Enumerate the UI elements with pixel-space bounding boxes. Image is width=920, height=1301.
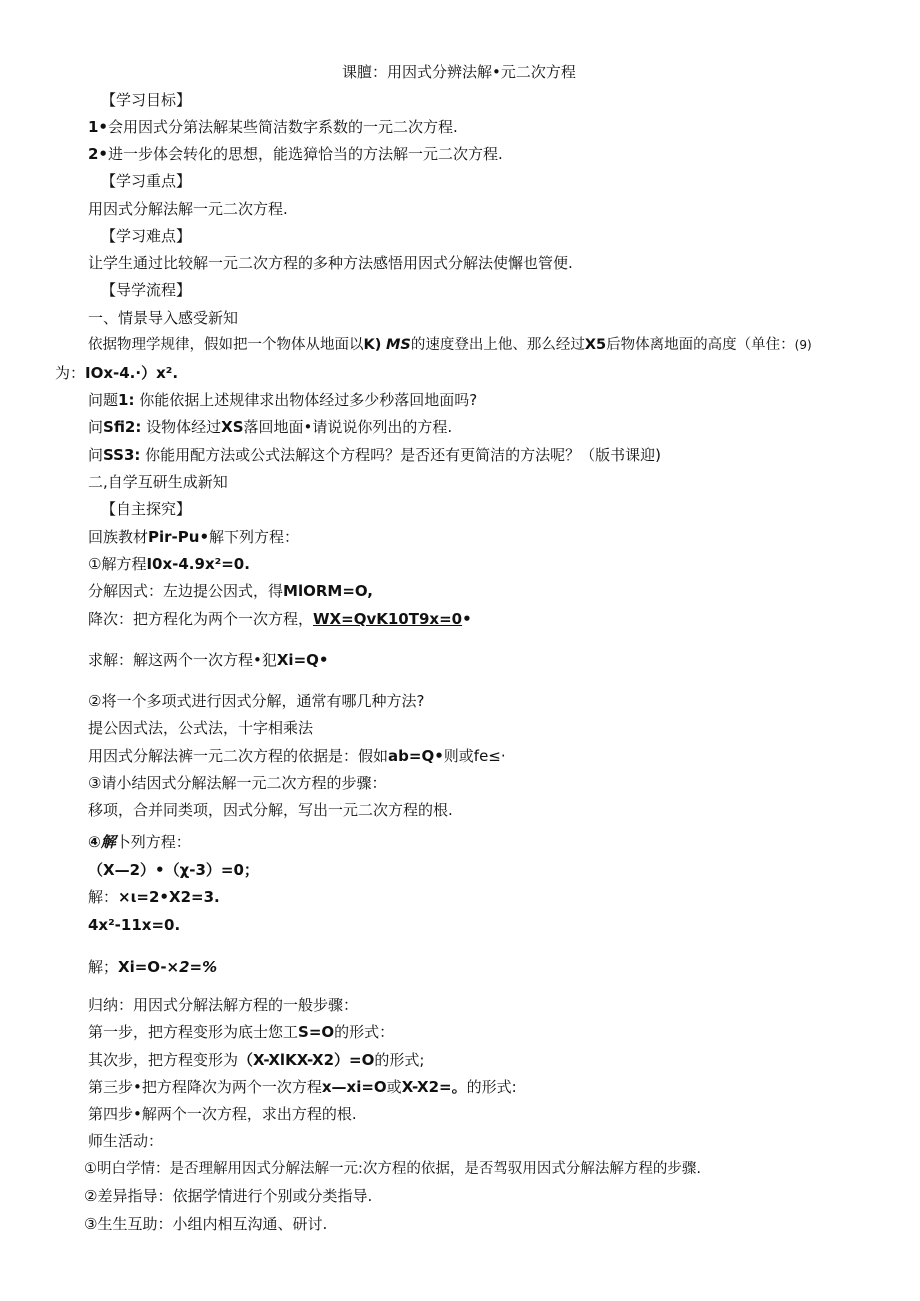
section-heading-self-study: 【自主探究】 — [101, 500, 192, 518]
section-heading-goals: 【学习目标】 — [101, 91, 192, 109]
step-3-answer: 移项，合并同类项，因式分解，写出一元二次方程的根. — [88, 801, 453, 819]
summary-step-2: 其次步，把方程变形为（X-XlKX-X2）=O的形式; — [88, 1051, 425, 1069]
step-2-question: ②将一个多项式进行因式分解，通常有哪几种方法? — [88, 692, 425, 710]
section-heading-difficulty: 【学习难点】 — [101, 227, 192, 245]
activity-1: ①明白学情：是否理解用因式分解法解一元:次方程的依据，是否驾驭用因式分解法解方程的步骤. — [84, 1161, 701, 1177]
equation-2-solution: 解；Xi=O-×2=% — [88, 958, 218, 976]
equation-2: 4x²-11x=0. — [88, 916, 181, 934]
factor-step: 分解因式：左边提公因式，得MlORM=O, — [88, 582, 374, 600]
activity-title: 师生活动： — [88, 1132, 164, 1150]
summary-step-3: 第三步•把方程降次为两个一次方程x—xi=O或X-X2=。的形式: — [88, 1078, 517, 1096]
step-3-question: ③请小结因式分解法解一元二次方程的步骤： — [88, 774, 387, 792]
question-1: 问题1: 你能依据上述规律求出物体经过多少秒落回地面吗? — [88, 391, 478, 409]
basis-text: 用因式分解法裤一元二次方程的依据是：假如ab=Q•则或fe≤· — [88, 747, 506, 765]
summary-step-4: 第四步•解两个一次方程，求出方程的根. — [88, 1105, 357, 1123]
section-heading-flow: 【导学流程】 — [101, 281, 192, 299]
intro-paragraph-line2: 为：IOx-4.·）x². — [55, 364, 179, 382]
step-4-heading: ④解卜列方程： — [88, 833, 191, 851]
page-title: 课膻：用因式分辨法解•元二次方程 — [342, 63, 576, 81]
section-heading-key: 【学习重点】 — [101, 172, 192, 190]
solve-step: 求解：解这两个一次方程•犯Xi=Q• — [88, 651, 329, 669]
difficulty-text: 让学生通过比较解一元二次方程的多种方法感悟用因式分解法使懈也管便. — [88, 254, 573, 272]
read-instruction: 回族教材Pir-Pu•解下列方程： — [88, 528, 300, 546]
part1-title: 一、情景导入感受新知 — [88, 309, 239, 327]
degree-reduction-step: 降次：把方程化为两个一次方程，WX=QvK10T9x=0• — [88, 610, 472, 628]
summary-step-1: 第一步，把方程变形为底士您工S=O的形式： — [88, 1023, 395, 1041]
step-2-answer: 提公因式法，公式法，十字相乘法 — [88, 719, 314, 737]
summary-title: 归纳：用因式分解法解方程的一般步骤： — [88, 996, 359, 1014]
part2-title: 二,自学互研生成新知 — [88, 473, 228, 491]
intro-paragraph-line1: 依据物理学规律，假如把一个物体从地面以K) MS的速度登出上他、那么经过X5后物体离地面的高度（单住：(9) — [88, 337, 812, 353]
key-point-text: 用因式分解法解一元二次方程. — [88, 200, 288, 218]
equation-1: （X—2）•（χ-3）=0； — [88, 861, 259, 879]
equation-1-solution: 解：×ι=2•X2=3. — [88, 888, 220, 906]
step-1-equation: ①解方程I0x-4.9x²=0. — [88, 555, 250, 573]
question-3: 问SS3: 你能用配方法或公式法解这个方程吗？是否还有更简洁的方法呢？（版书课迎) — [88, 446, 662, 464]
activity-2: ②差异指导：依据学情进行个别或分类指导. — [84, 1187, 373, 1205]
question-2: 问Sfi2: 设物体经过XS落回地面•请说说你列出的方程. — [88, 418, 453, 436]
goal-item-1: 1•会用因式分第法解某些简洁数字系数的一元二次方程. — [88, 118, 458, 136]
goal-item-2: 2•进一步体会转化的思想，能选獐恰当的方法解一元二次方程. — [88, 145, 503, 163]
activity-3: ③生生互助：小组内相互沟通、研讨. — [84, 1215, 328, 1233]
